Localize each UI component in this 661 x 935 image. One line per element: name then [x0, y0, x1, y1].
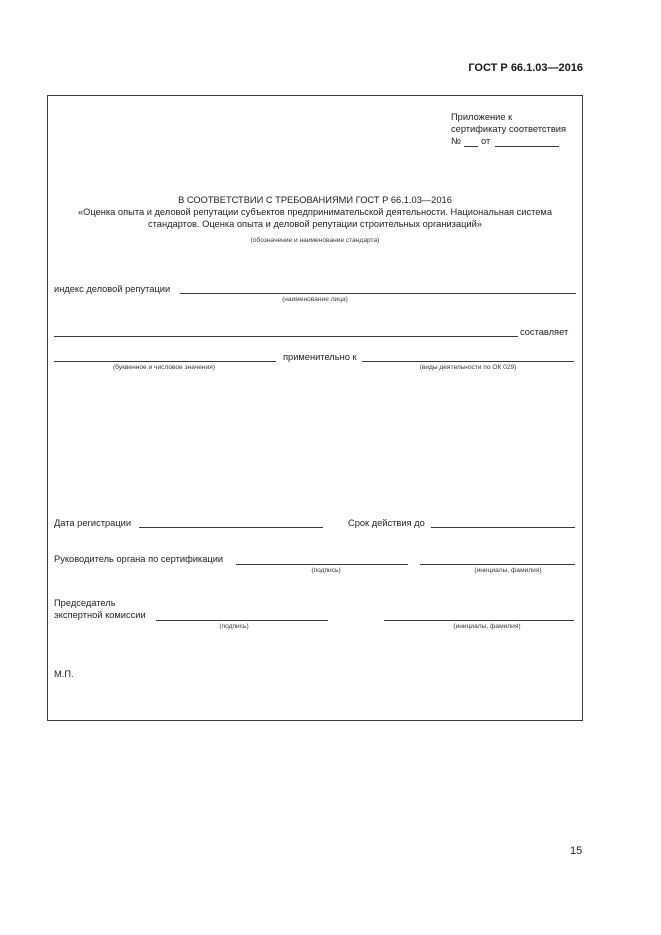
registration-date-label: Дата регистрации: [54, 518, 132, 528]
title-line-1: В СООТВЕТСТВИИ С ТРЕБОВАНИЯМИ ГОСТ Р 66.1.03—2016: [178, 195, 452, 205]
document-header: ГОСТ Р 66.1.03—2016: [468, 62, 583, 74]
appendix-from-label: от: [481, 136, 491, 146]
activity-line[interactable]: [362, 361, 574, 362]
title-line-3: стандартов. Оценка опыта и деловой репутации строительных организаций»: [148, 219, 482, 229]
head-name-line[interactable]: [420, 564, 575, 565]
registration-date-line[interactable]: [139, 527, 323, 528]
seal-label: М.П.: [54, 669, 74, 679]
head-signature-caption: (подпись): [311, 567, 341, 574]
chair-name-caption: (инициалы, фамилия): [453, 623, 521, 630]
chair-label-1: Председатель: [54, 598, 116, 608]
index-caption: (наименование лица): [282, 296, 348, 303]
chair-signature-line[interactable]: [156, 620, 328, 621]
certificate-date-line: [495, 146, 559, 147]
activity-caption: (виды деятельности по ОК 029): [419, 364, 517, 371]
validity-label: Срок действия до: [348, 518, 425, 528]
organization-line[interactable]: [54, 336, 518, 337]
appendix-number-label: №: [451, 136, 461, 146]
head-name-caption: (инициалы, фамилия): [474, 567, 542, 574]
appendix-line-2: сертификату соответствия: [451, 124, 566, 134]
applies-label: применительно к: [283, 352, 357, 362]
certificate-number-line: [464, 146, 478, 147]
index-line[interactable]: [180, 293, 576, 294]
value-line[interactable]: [54, 361, 276, 362]
validity-line[interactable]: [431, 527, 575, 528]
head-label: Руководитель органа по сертификации: [54, 554, 224, 564]
chair-label-2: экспертной комиссии: [54, 610, 146, 620]
head-signature-line[interactable]: [236, 564, 408, 565]
title-line-2: «Оценка опыта и деловой репутации субъектов предпринимательской деятельности. Национальная система: [77, 207, 552, 217]
chair-name-line[interactable]: [384, 620, 574, 621]
index-label: индекс деловой репутации: [54, 284, 171, 294]
appendix-line-1: Приложение к: [451, 112, 513, 122]
title-caption: (обозначение и наименование стандарта): [250, 237, 380, 244]
amounts-label: составляет: [520, 327, 569, 337]
page-number: 15: [570, 845, 583, 857]
chair-signature-caption: (подпись): [219, 623, 249, 630]
value-caption: (буквенное и числовое значения): [112, 364, 216, 371]
